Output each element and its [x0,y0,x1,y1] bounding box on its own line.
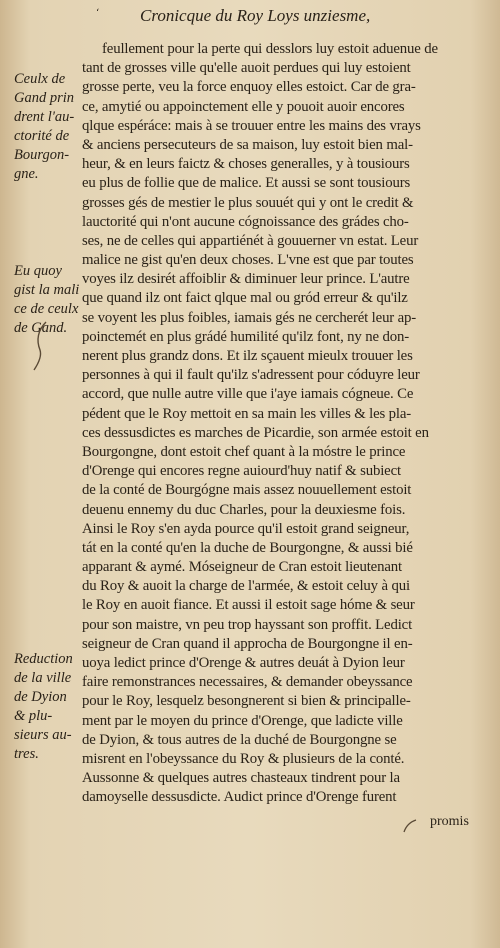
text-line: Bourgongne, dont estoit chef quant à la móstre le prince [82,443,406,460]
text-line: accord, que nulle autre ville que i'aye iamais cógneue. Ce [82,386,414,403]
text-line: poinctemét en plus grádé humilité qu'ilz font, ny ne don- [82,328,409,345]
margin-note-line: gne. [14,166,39,182]
ink-mark: ‘ [96,8,100,19]
text-line: pour son maistre, vn peu trop hayssant son proffit. Ledict [82,616,413,633]
text-line: tát en la conté qu'en la duche de Bourgongne, & aussi bié [82,539,413,556]
margin-note-line: de Dyion [14,689,67,705]
margin-note-line: sieurs au- [14,727,72,743]
body-text [82,40,490,808]
margin-note-malice [14,262,90,338]
margin-note-line: de la ville [14,670,72,686]
text-line: de la conté de Bourgógne mais assez nouuellement estoit [82,482,412,499]
text-line: apparant & aymé. Móseigneur de Cran estoit lieutenant [82,559,402,576]
text-line: tant de grosses ville qu'elle auoit perdues qui luy estoient [82,60,411,77]
margin-note-line: de Gand. [14,320,68,336]
text-line: faire remonstrances necessaires, & demander obeyssance [82,674,413,691]
text-line: ces dessusdictes es marches de Picardie, son armée estoit en [82,424,429,441]
margin-note-line: & plu- [14,708,53,724]
margin-note-line: Ceulx de [14,71,66,87]
text-line: grosses gés de mestier le plus souuét qui y ont le credit & [82,194,414,211]
text-line: de Dyion, & tous autres de la duché de Bourgongne se [82,731,397,748]
text-line: qlque espéráce: mais à se trouuer entre les mains des vrays [82,117,421,134]
text-line: Aussonne & quelques autres chasteaux tindrent pour la [82,770,400,787]
text-line: uoya ledict prince d'Orenge & autres deuát à Dyion leur [82,655,405,671]
text-line: ment par le moyen du prince d'Orenge, que ladicte ville [82,712,403,729]
text-line: se voyent les plus foibles, iamais gés ne cercherét leur ap- [82,309,417,326]
text-line: lauctorité qui n'ont aucune cógnoissance des grádes cho- [82,213,409,230]
text-line: deuenu ennemy du duc Charles, pour la deuxiesme fois. [82,501,406,518]
margin-note-line: gist la mali [14,282,80,298]
text-line: misrent en l'obeyssance du Roy & plusieurs de la conté. [82,750,405,767]
margin-note-line: drent l'au- [14,109,75,125]
margin-note-line: Reduction [14,651,73,667]
text-line: heur, & en leurs faictz & choses generalles, y à tousiours [82,156,410,173]
text-line: que quand ilz ont faict qlque mal ou gród erreur & qu'ilz [82,290,408,307]
text-line: ce, amytié ou appoinctement elle y pouoit auoir encores [82,98,405,115]
margin-note-gand [14,70,90,184]
text-line: & anciens persecuteurs de sa maison, luy estoit bien mal- [82,136,413,153]
text-line: malice ne gist qu'en deux choses. L'vne est que par toutes [82,252,414,269]
text-line: eu plus de follie que de malice. Et aussi se sont tousiours [82,175,411,192]
catchword: promis [430,814,469,829]
text-line: Ainsi le Roy s'en ayda pource qu'il estoit grand seigneur, [82,520,410,537]
margin-note-line: ctorité de [14,128,70,144]
text-line: pour le Roy, lesquelz besongnerent si bien & principalle- [82,693,411,710]
text-line: le Roy en auoit fiance. Et aussi il estoit sage hóme & seur [82,597,415,614]
text-line: nerent plus grandz dons. Et ilz sçauent mieulx trouuer les [82,348,413,364]
text-line: personnes à qui il fault qu'ilz s'adressent pour códuyre leur [82,367,420,384]
text-line: du Roy & auoit la charge de l'armée, & estoit celuy à qui [82,578,410,595]
margin-note-line: Gand prin [14,90,75,106]
margin-note-line: Eu quoy [14,263,62,279]
running-head: Cronicque du Roy Loys unziesme, [140,6,371,25]
text-line: ses, ne de celles qui appartiénét à gouuerner vn estat. Leur [82,232,419,249]
text-line: voyes ilz desirét affoiblir & diminuer leur prince. L'autre [82,271,410,288]
text-line: seigneur de Cran quand il approcha de Bourgongne il en- [82,635,413,652]
manuscript-ink-mark [400,818,422,834]
manuscript-bracket-mark [32,320,50,372]
text-line: pédent que le Roy mettoit en sa main les villes & les pla- [82,405,412,422]
margin-note-dyion [14,650,90,764]
margin-note-line: Bourgon- [14,147,70,163]
text-line: feullement pour la perte qui desslors luy estoit aduenue de [102,41,438,57]
text-line: grosse perte, veu la force enquoy elles estoict. Car de gra- [82,79,416,96]
text-line: d'Orenge qui encores regne auiourd'huy natif & subiect [82,463,401,480]
margin-note-line: ce de ceulx [14,301,79,317]
margin-note-line: tres. [14,746,39,762]
text-line: damoyselle dessusdicte. Audict prince d'Orenge furent [82,789,397,806]
